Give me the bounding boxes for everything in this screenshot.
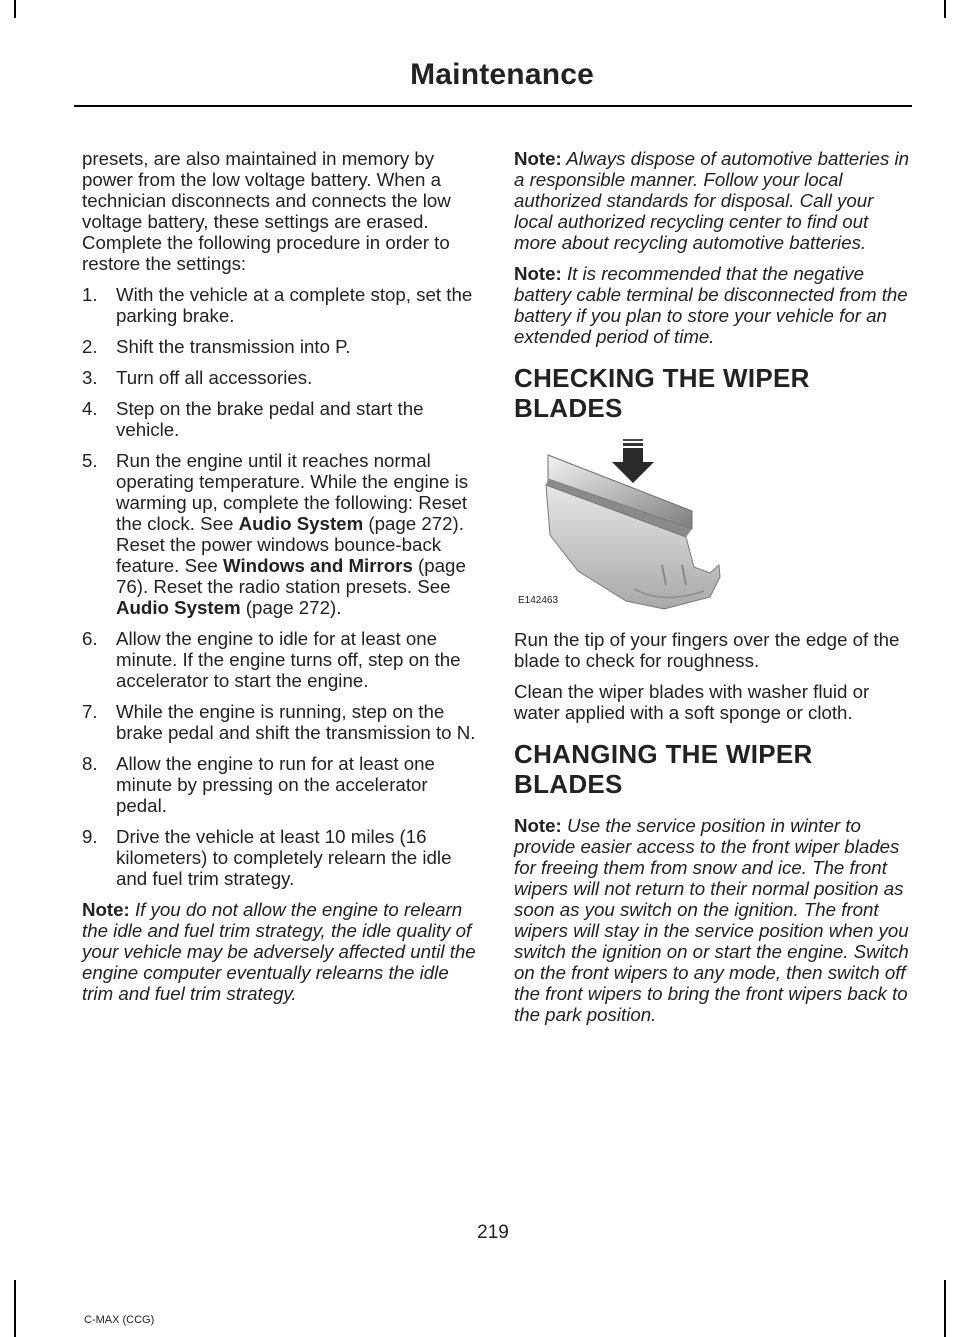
step-text: (page 272). Reset the power windows bounce-back feature. See [116, 513, 464, 576]
step-number: 1. [82, 284, 98, 305]
crop-mark-top-left [14, 0, 16, 18]
section-title: Maintenance [410, 58, 594, 91]
step-text: Shift the transmission into P. [116, 336, 351, 357]
list-item [82, 826, 476, 889]
step-text: Run the engine until it reaches normal operating temperature. While the engine is warming up, complete the following: Reset the clock. See [116, 450, 469, 534]
step-text: Drive the vehicle at least 10 miles (16 kilometers) to completely relearn the idle and fuel trim strategy. [116, 826, 452, 889]
crop-mark-top-right [944, 0, 946, 18]
crop-mark-bottom-right [944, 1280, 946, 1337]
step-text: Allow the engine to run for at least one minute by pressing on the accelerator pedal. [116, 753, 435, 816]
list-item [82, 628, 476, 691]
wiper-blade-figure [514, 439, 734, 611]
left-column [82, 148, 476, 1014]
step-text: Allow the engine to idle for at least one minute. If the engine turns off, step on the accelerator to start the engine. [116, 628, 461, 691]
battery-disposal-note [514, 148, 910, 253]
note-label: Note: [514, 263, 562, 284]
footer-model-code: C-MAX (CCG) [84, 1314, 155, 1326]
intro-paragraph: presets, are also maintained in memory by power from the low voltage battery. When a technician disconnects and connects the low voltage battery, these settings are erased. Complete the following procedure in order to restore the settings: [82, 148, 451, 274]
service-position-note [514, 815, 910, 1025]
step-text: While the engine is running, step on the brake pedal and shift the transmission to N. [116, 701, 476, 743]
step-text: Turn off all accessories. [116, 367, 313, 388]
crop-mark-bottom-left [14, 1280, 16, 1337]
step-number: 2. [82, 336, 98, 357]
idle-relearn-note [82, 899, 476, 1004]
cleaning-paragraph: Clean the wiper blades with washer fluid or water applied with a soft sponge or cloth. [514, 681, 870, 723]
step-number: 6. [82, 628, 98, 649]
list-item [82, 367, 476, 388]
header-rule [74, 105, 912, 107]
note-text: It is recommended that the negative battery cable terminal be disconnected from the battery if you plan to store your vehicle for an extended period of time. [514, 263, 908, 347]
list-item [82, 336, 476, 357]
note-text: Always dispose of automotive batteries in a responsible manner. Follow your local authorized standards for disposal. Call your local authorized recycling center to find out more about recycling automotive batteries. [514, 148, 910, 253]
step-text: Step on the brake pedal and start the vehicle. [116, 398, 424, 440]
step-number: 8. [82, 753, 98, 774]
changing-wiper-blades-heading: CHANGING THE WIPER BLADES [514, 739, 813, 799]
audio-system-link[interactable]: Audio System [238, 513, 364, 534]
note-text: Use the service position in winter to provide easier access to the front wiper blades for freeing them from snow and ice. The front wipers will not return to their normal position as soon as you switch on the ignition. The front wipers will stay in the service position when you switch the ignition on or start the engine. Switch on the front wipers to any mode, then switch off the front wipers to bring the front wipers back to the park position. [514, 815, 909, 1025]
battery-storage-note [514, 263, 910, 347]
note-text: If you do not allow the engine to relearn the idle and fuel trim strategy, the idle quality of your vehicle may be adversely affected until the engine computer eventually relearns the idle trim and fuel trim strategy. [82, 899, 476, 1004]
down-arrow-icon [612, 439, 654, 483]
step-number: 7. [82, 701, 98, 722]
step-text: (page 76). Reset the radio station presets. See [116, 555, 466, 597]
list-item [82, 284, 476, 326]
checking-wiper-blades-heading: CHECKING THE WIPER BLADES [514, 363, 810, 423]
list-item [82, 450, 476, 618]
list-item [82, 753, 476, 816]
step-number: 9. [82, 826, 98, 847]
restore-procedure-list [82, 284, 476, 889]
list-item [82, 701, 476, 743]
note-label: Note: [514, 815, 562, 836]
step-number: 4. [82, 398, 98, 419]
step-number: 5. [82, 450, 98, 471]
windows-and-mirrors-link[interactable]: Windows and Mirrors [223, 555, 413, 576]
right-column [514, 148, 910, 1035]
wiper-blade-illustration [514, 439, 734, 611]
note-label: Note: [514, 148, 562, 169]
list-item [82, 398, 476, 440]
step-number: 3. [82, 367, 98, 388]
step-text: (page 272). [240, 597, 342, 618]
audio-system-link[interactable]: Audio System [116, 597, 241, 618]
note-label: Note: [82, 899, 130, 920]
step-text: With the vehicle at a complete stop, set the parking brake. [116, 284, 473, 326]
figure-code: E142463 [518, 595, 559, 606]
page-number: 219 [477, 1222, 509, 1243]
roughness-check-paragraph: Run the tip of your fingers over the edge of the blade to check for roughness. [514, 629, 900, 671]
